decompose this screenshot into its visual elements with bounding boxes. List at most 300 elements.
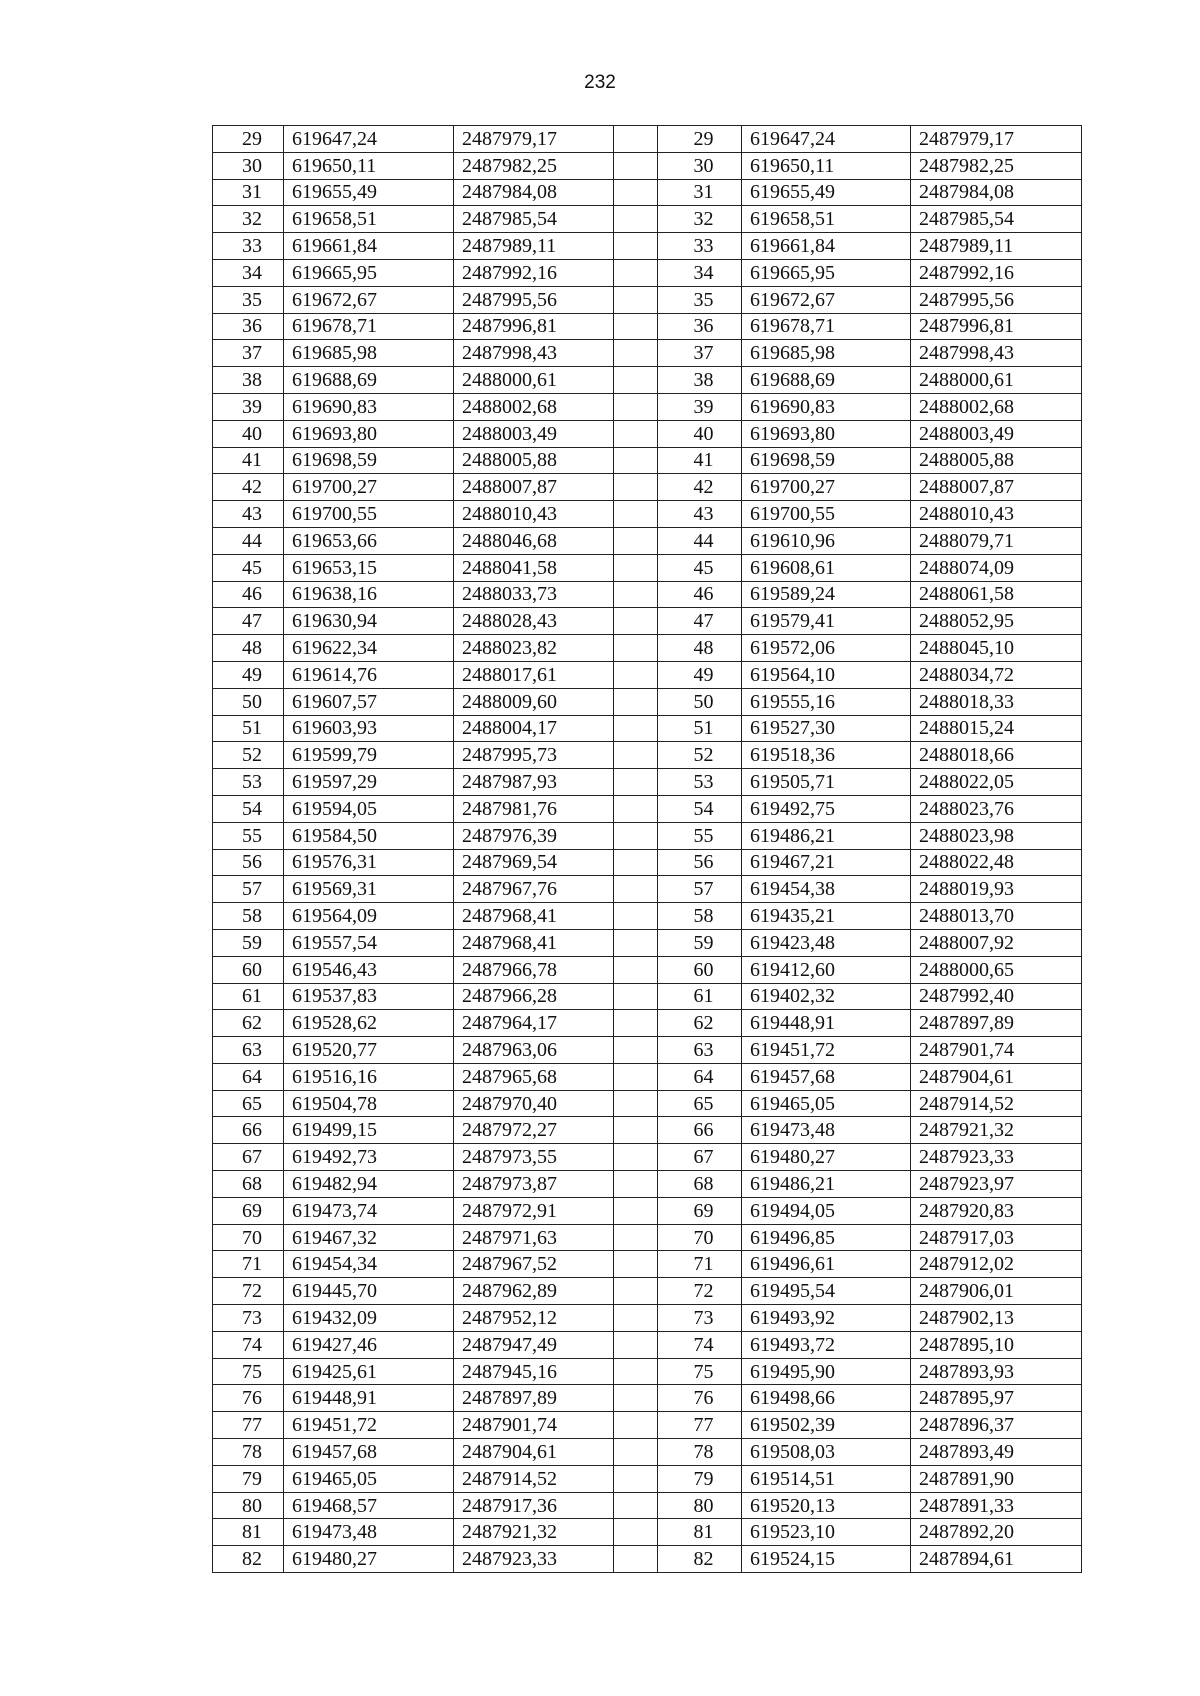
right-y-coordinate: 2488079,71 [911, 527, 1082, 554]
column-gap [614, 1090, 658, 1117]
right-y-coordinate: 2488074,09 [911, 554, 1082, 581]
table-row [213, 1037, 1082, 1064]
left-x-coordinate: 619473,48 [284, 1519, 454, 1546]
right-y-coordinate: 2488000,61 [911, 367, 1082, 394]
right-point-number: 37 [658, 340, 742, 367]
left-x-coordinate: 619653,15 [284, 554, 454, 581]
right-point-number: 82 [658, 1546, 742, 1573]
left-x-coordinate: 619700,55 [284, 501, 454, 528]
left-point-number: 31 [213, 179, 284, 206]
right-y-coordinate: 2488045,10 [911, 635, 1082, 662]
table-row [213, 608, 1082, 635]
table-row [213, 822, 1082, 849]
column-gap [614, 715, 658, 742]
left-y-coordinate: 2488005,88 [454, 447, 614, 474]
right-point-number: 49 [658, 661, 742, 688]
left-y-coordinate: 2487976,39 [454, 822, 614, 849]
right-y-coordinate: 2487894,61 [911, 1546, 1082, 1573]
table-row [213, 501, 1082, 528]
left-point-number: 39 [213, 393, 284, 420]
right-y-coordinate: 2487912,02 [911, 1251, 1082, 1278]
left-x-coordinate: 619504,78 [284, 1090, 454, 1117]
left-y-coordinate: 2488007,87 [454, 474, 614, 501]
column-gap [614, 367, 658, 394]
right-point-number: 61 [658, 983, 742, 1010]
table-row [213, 795, 1082, 822]
left-y-coordinate: 2488046,68 [454, 527, 614, 554]
right-point-number: 56 [658, 849, 742, 876]
right-point-number: 48 [658, 635, 742, 662]
right-x-coordinate: 619520,13 [742, 1492, 911, 1519]
table-row [213, 340, 1082, 367]
right-y-coordinate: 2487891,33 [911, 1492, 1082, 1519]
column-gap [614, 1144, 658, 1171]
left-y-coordinate: 2487992,16 [454, 259, 614, 286]
right-x-coordinate: 619496,61 [742, 1251, 911, 1278]
left-y-coordinate: 2487901,74 [454, 1412, 614, 1439]
right-point-number: 73 [658, 1305, 742, 1332]
left-point-number: 75 [213, 1358, 284, 1385]
left-y-coordinate: 2487968,41 [454, 903, 614, 930]
left-y-coordinate: 2487964,17 [454, 1010, 614, 1037]
column-gap [614, 1171, 658, 1198]
right-x-coordinate: 619448,91 [742, 1010, 911, 1037]
right-y-coordinate: 2488034,72 [911, 661, 1082, 688]
right-x-coordinate: 619572,06 [742, 635, 911, 662]
column-gap [614, 206, 658, 233]
table-row [213, 1305, 1082, 1332]
left-x-coordinate: 619597,29 [284, 769, 454, 796]
right-y-coordinate: 2487902,13 [911, 1305, 1082, 1332]
right-point-number: 81 [658, 1519, 742, 1546]
table-row [213, 581, 1082, 608]
table-row [213, 313, 1082, 340]
left-y-coordinate: 2487995,56 [454, 286, 614, 313]
table-row [213, 983, 1082, 1010]
right-point-number: 80 [658, 1492, 742, 1519]
left-point-number: 79 [213, 1465, 284, 1492]
table-row [213, 474, 1082, 501]
left-point-number: 49 [213, 661, 284, 688]
left-x-coordinate: 619492,73 [284, 1144, 454, 1171]
left-y-coordinate: 2487917,36 [454, 1492, 614, 1519]
left-y-coordinate: 2488028,43 [454, 608, 614, 635]
table-row [213, 903, 1082, 930]
left-x-coordinate: 619584,50 [284, 822, 454, 849]
column-gap [614, 126, 658, 153]
left-point-number: 74 [213, 1331, 284, 1358]
right-y-coordinate: 2488003,49 [911, 420, 1082, 447]
left-point-number: 76 [213, 1385, 284, 1412]
column-gap [614, 1492, 658, 1519]
right-y-coordinate: 2487917,03 [911, 1224, 1082, 1251]
left-x-coordinate: 619569,31 [284, 876, 454, 903]
column-gap [614, 1439, 658, 1466]
table-row [213, 286, 1082, 313]
right-y-coordinate: 2488005,88 [911, 447, 1082, 474]
column-gap [614, 259, 658, 286]
column-gap [614, 1063, 658, 1090]
table-row [213, 1465, 1082, 1492]
column-gap [614, 1385, 658, 1412]
right-point-number: 52 [658, 742, 742, 769]
left-point-number: 40 [213, 420, 284, 447]
column-gap [614, 1224, 658, 1251]
left-point-number: 32 [213, 206, 284, 233]
left-y-coordinate: 2487987,93 [454, 769, 614, 796]
left-y-coordinate: 2488002,68 [454, 393, 614, 420]
left-x-coordinate: 619520,77 [284, 1037, 454, 1064]
table-row [213, 956, 1082, 983]
left-point-number: 68 [213, 1171, 284, 1198]
right-point-number: 72 [658, 1278, 742, 1305]
right-point-number: 71 [658, 1251, 742, 1278]
right-x-coordinate: 619502,39 [742, 1412, 911, 1439]
right-point-number: 70 [658, 1224, 742, 1251]
column-gap [614, 1546, 658, 1573]
left-y-coordinate: 2487897,89 [454, 1385, 614, 1412]
right-point-number: 60 [658, 956, 742, 983]
column-gap [614, 956, 658, 983]
left-y-coordinate: 2487967,76 [454, 876, 614, 903]
right-point-number: 36 [658, 313, 742, 340]
right-y-coordinate: 2487893,93 [911, 1358, 1082, 1385]
right-x-coordinate: 619480,27 [742, 1144, 911, 1171]
left-y-coordinate: 2487998,43 [454, 340, 614, 367]
right-x-coordinate: 619451,72 [742, 1037, 911, 1064]
left-x-coordinate: 619599,79 [284, 742, 454, 769]
right-point-number: 32 [658, 206, 742, 233]
left-x-coordinate: 619482,94 [284, 1171, 454, 1198]
left-y-coordinate: 2487985,54 [454, 206, 614, 233]
right-x-coordinate: 619693,80 [742, 420, 911, 447]
table-row [213, 126, 1082, 153]
right-y-coordinate: 2488022,05 [911, 769, 1082, 796]
left-point-number: 80 [213, 1492, 284, 1519]
left-point-number: 81 [213, 1519, 284, 1546]
column-gap [614, 179, 658, 206]
table-row [213, 1546, 1082, 1573]
left-point-number: 37 [213, 340, 284, 367]
right-x-coordinate: 619486,21 [742, 822, 911, 849]
left-y-coordinate: 2487923,33 [454, 1546, 614, 1573]
right-point-number: 41 [658, 447, 742, 474]
right-x-coordinate: 619685,98 [742, 340, 911, 367]
left-point-number: 34 [213, 259, 284, 286]
column-gap [614, 554, 658, 581]
right-y-coordinate: 2488019,93 [911, 876, 1082, 903]
right-x-coordinate: 619564,10 [742, 661, 911, 688]
left-point-number: 63 [213, 1037, 284, 1064]
right-y-coordinate: 2487901,74 [911, 1037, 1082, 1064]
column-gap [614, 501, 658, 528]
right-point-number: 77 [658, 1412, 742, 1439]
left-point-number: 44 [213, 527, 284, 554]
coordinates-table [212, 125, 1082, 1573]
right-x-coordinate: 619655,49 [742, 179, 911, 206]
right-point-number: 78 [658, 1439, 742, 1466]
left-x-coordinate: 619473,74 [284, 1197, 454, 1224]
right-point-number: 54 [658, 795, 742, 822]
right-y-coordinate: 2487992,40 [911, 983, 1082, 1010]
left-point-number: 42 [213, 474, 284, 501]
left-point-number: 67 [213, 1144, 284, 1171]
right-point-number: 43 [658, 501, 742, 528]
right-x-coordinate: 619700,27 [742, 474, 911, 501]
left-y-coordinate: 2488033,73 [454, 581, 614, 608]
left-y-coordinate: 2488003,49 [454, 420, 614, 447]
left-y-coordinate: 2487971,63 [454, 1224, 614, 1251]
right-y-coordinate: 2487906,01 [911, 1278, 1082, 1305]
right-y-coordinate: 2487985,54 [911, 206, 1082, 233]
right-x-coordinate: 619524,15 [742, 1546, 911, 1573]
column-gap [614, 393, 658, 420]
left-point-number: 54 [213, 795, 284, 822]
left-x-coordinate: 619630,94 [284, 608, 454, 635]
right-x-coordinate: 619412,60 [742, 956, 911, 983]
left-y-coordinate: 2487967,52 [454, 1251, 614, 1278]
right-y-coordinate: 2487995,56 [911, 286, 1082, 313]
left-point-number: 52 [213, 742, 284, 769]
left-x-coordinate: 619432,09 [284, 1305, 454, 1332]
table-row [213, 1412, 1082, 1439]
table-row [213, 688, 1082, 715]
left-y-coordinate: 2488023,82 [454, 635, 614, 662]
left-point-number: 57 [213, 876, 284, 903]
left-point-number: 53 [213, 769, 284, 796]
column-gap [614, 849, 658, 876]
left-y-coordinate: 2487995,73 [454, 742, 614, 769]
right-point-number: 76 [658, 1385, 742, 1412]
left-y-coordinate: 2487970,40 [454, 1090, 614, 1117]
right-point-number: 46 [658, 581, 742, 608]
left-point-number: 77 [213, 1412, 284, 1439]
left-point-number: 51 [213, 715, 284, 742]
left-x-coordinate: 619427,46 [284, 1331, 454, 1358]
right-point-number: 50 [658, 688, 742, 715]
table-row [213, 1519, 1082, 1546]
left-point-number: 46 [213, 581, 284, 608]
right-x-coordinate: 619423,48 [742, 929, 911, 956]
column-gap [614, 1305, 658, 1332]
table-row [213, 1224, 1082, 1251]
column-gap [614, 1358, 658, 1385]
table-row [213, 393, 1082, 420]
right-point-number: 39 [658, 393, 742, 420]
right-x-coordinate: 619508,03 [742, 1439, 911, 1466]
left-point-number: 36 [213, 313, 284, 340]
table-row [213, 929, 1082, 956]
right-x-coordinate: 619650,11 [742, 152, 911, 179]
right-x-coordinate: 619690,83 [742, 393, 911, 420]
right-point-number: 63 [658, 1037, 742, 1064]
right-y-coordinate: 2487895,10 [911, 1331, 1082, 1358]
right-point-number: 44 [658, 527, 742, 554]
right-y-coordinate: 2487897,89 [911, 1010, 1082, 1037]
left-point-number: 78 [213, 1439, 284, 1466]
left-point-number: 59 [213, 929, 284, 956]
right-point-number: 53 [658, 769, 742, 796]
right-point-number: 75 [658, 1358, 742, 1385]
right-x-coordinate: 619579,41 [742, 608, 911, 635]
right-y-coordinate: 2488023,76 [911, 795, 1082, 822]
column-gap [614, 769, 658, 796]
right-point-number: 31 [658, 179, 742, 206]
left-x-coordinate: 619546,43 [284, 956, 454, 983]
right-y-coordinate: 2488007,92 [911, 929, 1082, 956]
table-row [213, 367, 1082, 394]
left-y-coordinate: 2488004,17 [454, 715, 614, 742]
right-x-coordinate: 619647,24 [742, 126, 911, 153]
table-row [213, 259, 1082, 286]
left-point-number: 69 [213, 1197, 284, 1224]
right-point-number: 74 [658, 1331, 742, 1358]
right-x-coordinate: 619498,66 [742, 1385, 911, 1412]
left-point-number: 62 [213, 1010, 284, 1037]
column-gap [614, 286, 658, 313]
left-x-coordinate: 619576,31 [284, 849, 454, 876]
right-x-coordinate: 619688,69 [742, 367, 911, 394]
column-gap [614, 903, 658, 930]
left-point-number: 30 [213, 152, 284, 179]
column-gap [614, 1278, 658, 1305]
right-point-number: 68 [658, 1171, 742, 1198]
right-x-coordinate: 619492,75 [742, 795, 911, 822]
left-point-number: 43 [213, 501, 284, 528]
left-x-coordinate: 619480,27 [284, 1546, 454, 1573]
left-x-coordinate: 619564,09 [284, 903, 454, 930]
table-row [213, 1144, 1082, 1171]
left-point-number: 38 [213, 367, 284, 394]
right-x-coordinate: 619495,54 [742, 1278, 911, 1305]
column-gap [614, 608, 658, 635]
left-x-coordinate: 619607,57 [284, 688, 454, 715]
left-x-coordinate: 619690,83 [284, 393, 454, 420]
left-y-coordinate: 2487966,28 [454, 983, 614, 1010]
right-y-coordinate: 2488013,70 [911, 903, 1082, 930]
left-point-number: 60 [213, 956, 284, 983]
table-row [213, 1439, 1082, 1466]
right-x-coordinate: 619457,68 [742, 1063, 911, 1090]
left-y-coordinate: 2487945,16 [454, 1358, 614, 1385]
left-y-coordinate: 2487979,17 [454, 126, 614, 153]
left-x-coordinate: 619638,16 [284, 581, 454, 608]
left-y-coordinate: 2487969,54 [454, 849, 614, 876]
table-row [213, 1090, 1082, 1117]
column-gap [614, 876, 658, 903]
left-point-number: 73 [213, 1305, 284, 1332]
table-row [213, 635, 1082, 662]
left-point-number: 64 [213, 1063, 284, 1090]
table-row [213, 527, 1082, 554]
left-x-coordinate: 619457,68 [284, 1439, 454, 1466]
right-point-number: 79 [658, 1465, 742, 1492]
left-point-number: 29 [213, 126, 284, 153]
right-point-number: 34 [658, 259, 742, 286]
right-x-coordinate: 619678,71 [742, 313, 911, 340]
left-x-coordinate: 619451,72 [284, 1412, 454, 1439]
left-x-coordinate: 619445,70 [284, 1278, 454, 1305]
left-x-coordinate: 619672,67 [284, 286, 454, 313]
right-x-coordinate: 619658,51 [742, 206, 911, 233]
left-x-coordinate: 619516,16 [284, 1063, 454, 1090]
table-row [213, 1492, 1082, 1519]
left-y-coordinate: 2488010,43 [454, 501, 614, 528]
right-x-coordinate: 619454,38 [742, 876, 911, 903]
table-row [213, 1278, 1082, 1305]
left-x-coordinate: 619448,91 [284, 1385, 454, 1412]
left-y-coordinate: 2487965,68 [454, 1063, 614, 1090]
table-row [213, 447, 1082, 474]
right-point-number: 47 [658, 608, 742, 635]
left-x-coordinate: 619655,49 [284, 179, 454, 206]
left-y-coordinate: 2487973,55 [454, 1144, 614, 1171]
left-y-coordinate: 2487989,11 [454, 233, 614, 260]
right-point-number: 29 [658, 126, 742, 153]
right-y-coordinate: 2487923,33 [911, 1144, 1082, 1171]
left-x-coordinate: 619557,54 [284, 929, 454, 956]
right-x-coordinate: 619589,24 [742, 581, 911, 608]
right-x-coordinate: 619493,92 [742, 1305, 911, 1332]
left-x-coordinate: 619698,59 [284, 447, 454, 474]
right-y-coordinate: 2488018,33 [911, 688, 1082, 715]
table-row [213, 661, 1082, 688]
right-y-coordinate: 2488023,98 [911, 822, 1082, 849]
right-y-coordinate: 2487989,11 [911, 233, 1082, 260]
right-point-number: 30 [658, 152, 742, 179]
column-gap [614, 1519, 658, 1546]
left-x-coordinate: 619700,27 [284, 474, 454, 501]
right-x-coordinate: 619467,21 [742, 849, 911, 876]
left-y-coordinate: 2487904,61 [454, 1439, 614, 1466]
left-y-coordinate: 2487966,78 [454, 956, 614, 983]
right-y-coordinate: 2488007,87 [911, 474, 1082, 501]
column-gap [614, 152, 658, 179]
right-x-coordinate: 619661,84 [742, 233, 911, 260]
left-point-number: 82 [213, 1546, 284, 1573]
right-x-coordinate: 619496,85 [742, 1224, 911, 1251]
right-point-number: 45 [658, 554, 742, 581]
left-point-number: 66 [213, 1117, 284, 1144]
column-gap [614, 1331, 658, 1358]
right-y-coordinate: 2487992,16 [911, 259, 1082, 286]
left-point-number: 45 [213, 554, 284, 581]
left-y-coordinate: 2487982,25 [454, 152, 614, 179]
right-point-number: 69 [658, 1197, 742, 1224]
left-point-number: 71 [213, 1251, 284, 1278]
right-point-number: 58 [658, 903, 742, 930]
column-gap [614, 822, 658, 849]
left-point-number: 72 [213, 1278, 284, 1305]
table-row [213, 1331, 1082, 1358]
column-gap [614, 742, 658, 769]
right-point-number: 42 [658, 474, 742, 501]
column-gap [614, 635, 658, 662]
right-x-coordinate: 619665,95 [742, 259, 911, 286]
column-gap [614, 474, 658, 501]
left-point-number: 70 [213, 1224, 284, 1251]
right-point-number: 59 [658, 929, 742, 956]
table-row [213, 554, 1082, 581]
left-point-number: 65 [213, 1090, 284, 1117]
right-y-coordinate: 2487892,20 [911, 1519, 1082, 1546]
left-y-coordinate: 2487972,27 [454, 1117, 614, 1144]
table-row [213, 1385, 1082, 1412]
left-point-number: 48 [213, 635, 284, 662]
left-x-coordinate: 619614,76 [284, 661, 454, 688]
column-gap [614, 1465, 658, 1492]
right-y-coordinate: 2487921,32 [911, 1117, 1082, 1144]
